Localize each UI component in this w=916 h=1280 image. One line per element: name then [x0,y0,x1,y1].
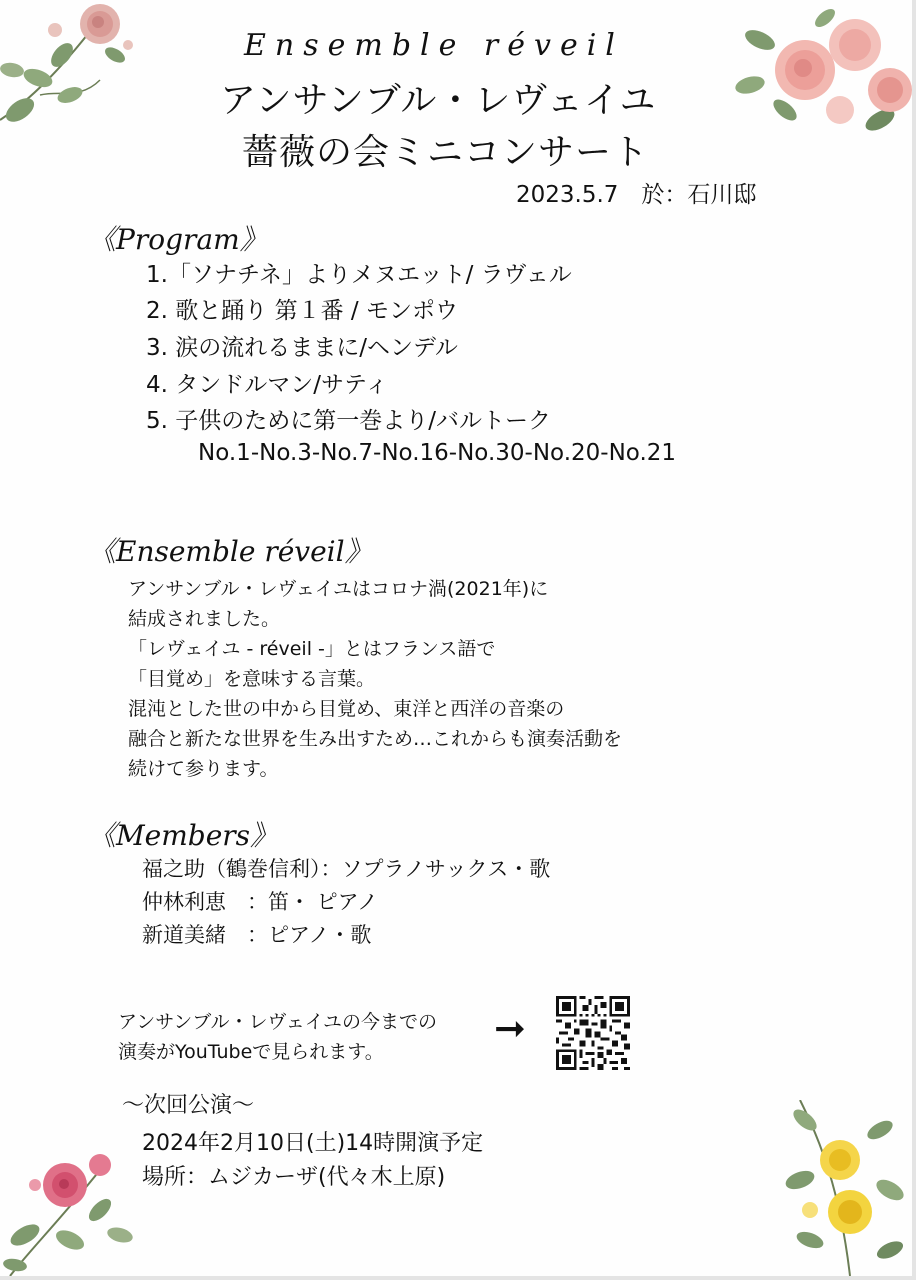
qr-code-icon[interactable] [556,996,630,1070]
program-item-1: 1.「ソナチネ」よりメヌエット/ ラヴェル [146,262,572,288]
ensemble-line-1: アンサンブル・レヴェイユはコロナ渦(2021年)に [128,578,549,600]
rose-decoration-bottom-left [0,1140,150,1276]
rose-decoration-bottom-right [780,1100,912,1276]
rose-decoration-top-left [0,0,150,150]
member-3: 新道美緒 ：ピアノ・歌 [142,923,372,947]
members-heading: 《Members》 [88,819,279,852]
title-line-1: アンサンブル・レヴェイユ [220,80,657,121]
date-venue: 2023.5.7 於：石川邸 [516,182,757,208]
member-1: 福之助（鶴巻信利）：ソプラノサックス・歌 [142,857,551,881]
ensemble-line-2: 結成されました。 [128,608,281,630]
ensemble-line-5: 混沌とした世の中から目覚め、東洋と西洋の音楽の [128,698,565,720]
next-concert-heading: 〜次回公演〜 [122,1093,255,1118]
member-2: 仲林利恵 ：笛・ ピアノ [142,890,378,914]
program-item-2: 2. 歌と踊り 第１番 / モンポウ [146,298,458,324]
ensemble-line-6: 融合と新たな世界を生み出すため…これからも演奏活動を [128,728,623,750]
program-item-5: 5. 子供のために第一巻より/バルトーク [146,408,552,434]
rose-decoration-top-right [730,0,912,150]
ensemble-line-4: 「目覚め」を意味する言葉。 [128,668,376,690]
ensemble-script-title: Ensemble réveil [244,28,624,63]
ensemble-heading: 《Ensemble réveil》 [88,535,373,568]
youtube-note-line-2: 演奏がYouTubeで見られます。 [118,1041,384,1063]
program-heading: 《Program》 [88,223,268,256]
youtube-note-line-1: アンサンブル・レヴェイユの今までの [118,1011,438,1033]
ensemble-line-7: 続けて参ります。 [128,758,279,780]
next-concert-venue: 場所：ムジカーザ(代々木上原) [142,1165,446,1190]
arrow-right-icon: ➞ [494,1006,526,1050]
next-concert-date: 2024年2月10日(土)14時開演予定 [142,1131,484,1156]
ensemble-line-3: 「レヴェイユ - réveil -」とはフランス語で [128,638,496,660]
program-item-3: 3. 涙の流れるままに/ヘンデル [146,335,458,361]
program-sub-item: No.1-No.3-No.7-No.16-No.30-No.20-No.21 [198,440,677,466]
program-item-4: 4. タンドルマン/サティ [146,372,389,398]
title-line-2: 薔薇の会ミニコンサート [242,132,650,173]
